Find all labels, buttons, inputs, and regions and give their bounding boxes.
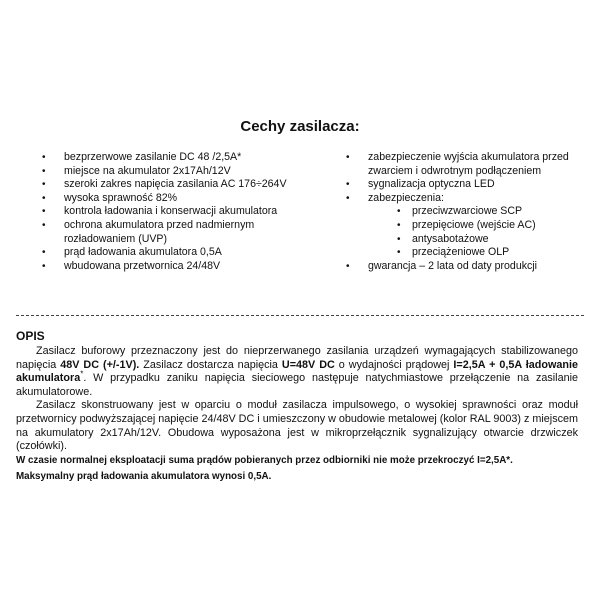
protection-item: • przeciwzwarciowe SCP — [368, 205, 593, 219]
feature-item: • wbudowana przetwornica 24/48V — [64, 260, 309, 274]
description-paragraph-2: Zasilacz skonstruowany jest w oparciu o moduł zasilacza impulsowego, o wysokiej sprawności oraz moduł przetwornicy podwyższającej napięcie 24/48V DC i umieszczony w obudowie metalowej (kolor RAL 9003) z miejscem na akumulatory 2x17Ah/12V. Obudowa wyposażona jest w mikroprzełącznik sygnalizujący otwarcie drzwiczek (czołówki). — [16, 399, 578, 453]
feature-item-protections — [368, 192, 593, 260]
desc-text: Zasilacz buforowy przeznaczony jest do nieprzerwanego zasilania urządzeń wymagających stabilizowanego napięcia — [16, 345, 578, 371]
protections-list — [368, 205, 593, 259]
feature-item: • prąd ładowania akumulatora 0,5A — [64, 246, 309, 260]
desc-text: Zasilacz dostarcza napięcia — [139, 358, 282, 371]
feature-item: • miejsce na akumulator 2x17Ah/12V — [64, 165, 309, 179]
warning-line: Maksymalny prąd ładowania akumulatora wynosi 0,5A. — [16, 471, 272, 482]
features-title: Cechy zasilacza: — [240, 118, 360, 135]
feature-item: • zabezpieczenie wyjścia akumulatora przed zwarciem i odwrotnym podłączeniem — [368, 151, 593, 178]
section-divider — [16, 315, 584, 316]
feature-item: • wysoka sprawność 82% — [64, 192, 309, 206]
feature-item-warranty: • gwarancja – 2 lata od daty produkcji — [368, 260, 593, 274]
feature-item: • ochrona akumulatora przed nadmiernym rozładowaniem (UVP) — [64, 219, 309, 246]
warning-line: W czasie normalnej eksploatacji suma prądów pobieranych przez odbiorniki nie może przekroczyć I=2,5A*. — [16, 455, 513, 466]
description-heading: OPIS — [16, 329, 45, 343]
desc-output-voltage: U=48V DC — [281, 358, 335, 371]
desc-current: I=2,5A + 0,5A ładowanie akumulatora — [16, 358, 578, 385]
protection-item: • przepięciowe (wejście AC) — [368, 219, 593, 233]
protection-item: • antysabotażowe — [368, 233, 593, 247]
feature-item: • szeroki zakres napięcia zasilania AC 176÷264V — [64, 178, 309, 192]
desc-text: . W przypadku zaniku napięcia sieciowego następuje natychmiastowe przełączenie na zasilanie akumulatorowe. — [16, 372, 578, 398]
features-list-left — [64, 151, 309, 273]
protections-label: zabezpieczenia: — [368, 191, 444, 204]
protection-item: • przeciążeniowe OLP — [368, 246, 593, 260]
feature-item: • kontrola ładowania i konserwacji akumulatora — [64, 205, 309, 219]
feature-item: • bezprzerwowe zasilanie DC 48 /2,5A* — [64, 151, 309, 165]
description-body — [16, 345, 578, 454]
footnote-star: * — [80, 369, 84, 379]
features-list-right — [368, 151, 593, 273]
description-paragraph-1 — [16, 345, 578, 399]
desc-text: o wydajności prądowej — [334, 358, 454, 371]
desc-voltage: 48V DC (+/-1V). — [60, 358, 140, 371]
feature-item: • sygnalizacja optyczna LED — [368, 178, 593, 192]
warning-notes — [16, 453, 586, 485]
